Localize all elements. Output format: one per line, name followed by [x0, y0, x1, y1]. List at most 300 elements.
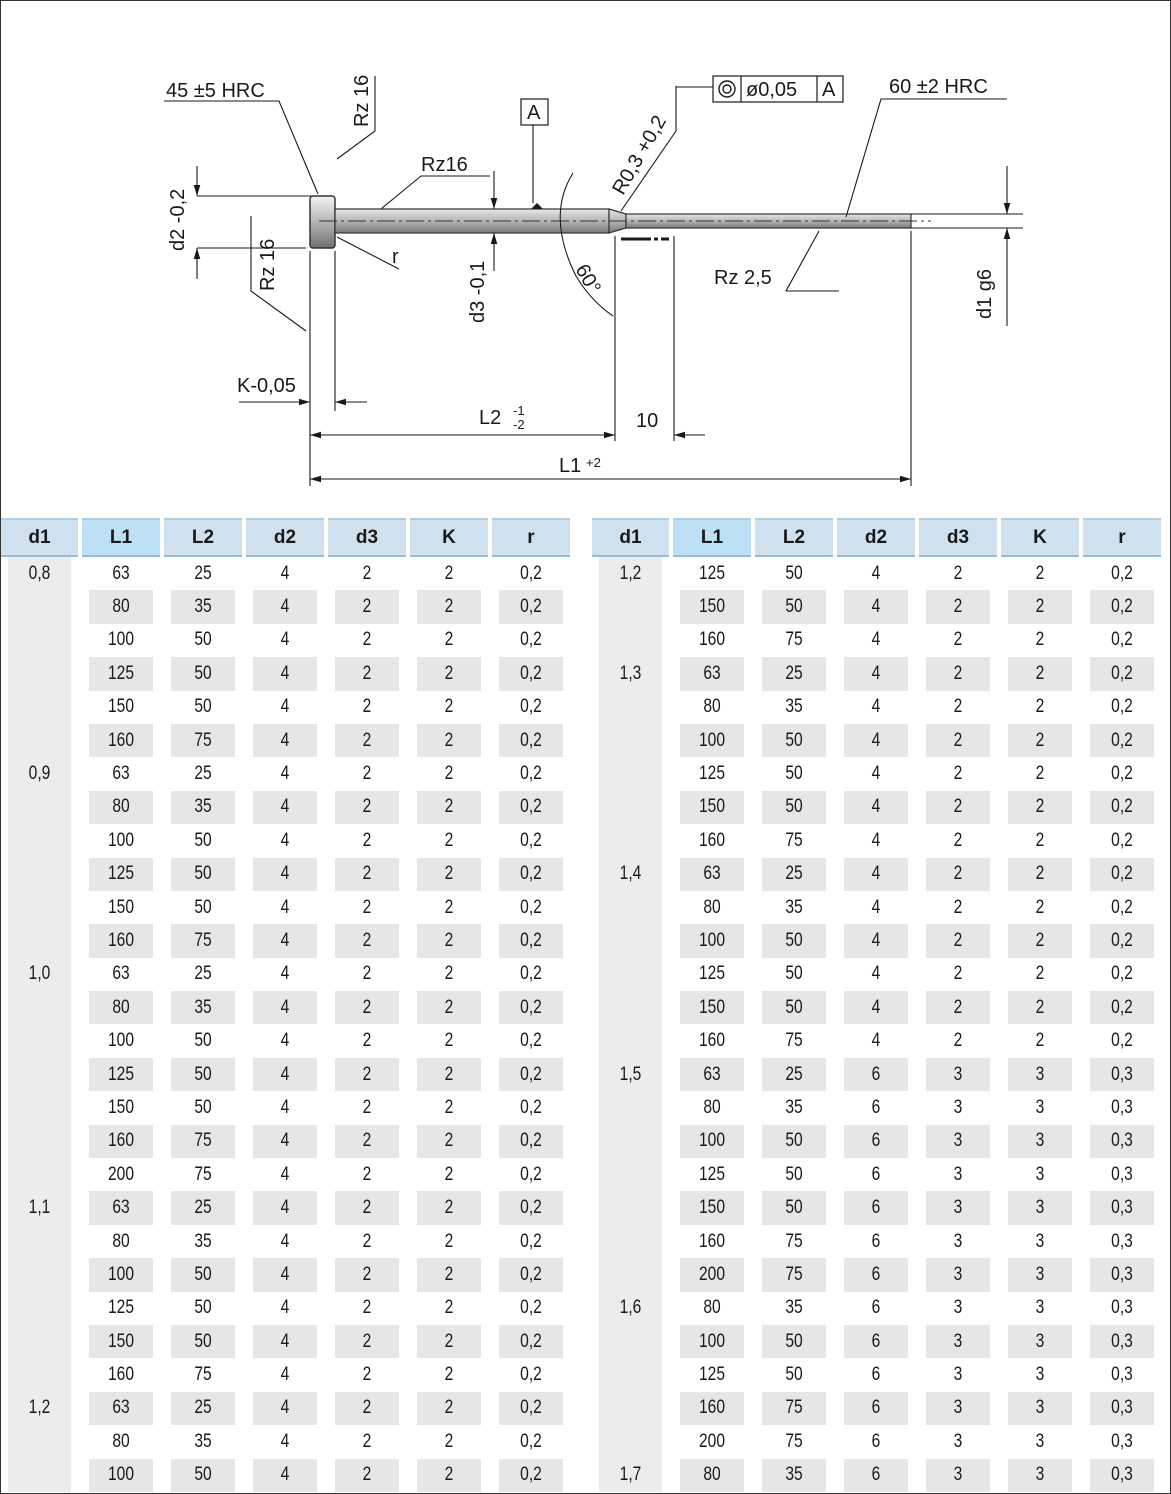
column-header-d2: d2	[246, 518, 324, 557]
cell-d2: 4	[253, 1392, 317, 1425]
cell-l2: 25	[194, 963, 212, 985]
cell-l1: 125	[698, 763, 725, 785]
cell-l2: 50	[194, 1096, 212, 1118]
cell-d1: 1,4	[599, 858, 662, 891]
cell-k: 3	[1008, 1325, 1072, 1358]
table-row	[1, 1425, 570, 1458]
cell-k: 3	[1008, 1191, 1072, 1224]
table-row	[1, 991, 570, 1024]
cell-d3: 2	[335, 1258, 399, 1291]
cell-k: 2	[444, 1096, 454, 1118]
column-header-d3: d3	[919, 518, 997, 557]
cell-d1	[8, 991, 71, 1024]
cell-l1: 100	[89, 1459, 153, 1492]
table-row	[1, 757, 570, 790]
cell-d2: 4	[280, 1096, 290, 1118]
cell-r: 0,3	[1111, 1096, 1133, 1118]
cell-d3: 2	[362, 1364, 372, 1386]
cell-k: 2	[417, 724, 481, 757]
cell-l2: 25	[194, 763, 212, 785]
cell-d3: 2	[362, 1430, 372, 1452]
cell-d1	[8, 1024, 71, 1057]
cell-r: 0,3	[1111, 1163, 1133, 1185]
cell-d1	[8, 1425, 71, 1458]
cell-r: 0,2	[520, 1096, 542, 1118]
table-row	[592, 791, 1161, 824]
cell-l1: 150	[680, 791, 744, 824]
cell-d1: 1,1	[8, 1191, 71, 1224]
column-header-r: r	[1083, 518, 1161, 557]
cell-d2: 4	[280, 562, 290, 584]
cell-k: 2	[417, 991, 481, 1024]
cell-r: 0,2	[520, 1364, 542, 1386]
table-row	[1, 1125, 570, 1158]
cell-l1: 80	[703, 1096, 721, 1118]
cell-d1	[8, 858, 71, 891]
cell-d1	[8, 924, 71, 957]
cell-l1: 80	[680, 1459, 744, 1492]
cell-d3: 2	[362, 829, 372, 851]
table-row	[1, 1058, 570, 1091]
cell-l2: 25	[171, 1392, 235, 1425]
cell-r: 0,2	[1090, 590, 1154, 623]
table-row	[1, 657, 570, 690]
cell-d1	[599, 1225, 662, 1258]
cell-l2: 50	[171, 1325, 235, 1358]
tolerance-datum: A	[822, 79, 836, 101]
cell-d1: 1,6	[599, 1292, 662, 1325]
table-row	[1, 1258, 570, 1291]
l1-tol: +2	[586, 455, 601, 470]
table-row	[1, 1225, 570, 1258]
cell-l1: 150	[680, 590, 744, 623]
cell-l2: 75	[171, 1125, 235, 1158]
cell-k: 2	[444, 829, 454, 851]
cell-k: 2	[444, 696, 454, 718]
cell-d2: 6	[844, 1125, 908, 1158]
cell-k: 2	[1035, 829, 1045, 851]
cell-k: 3	[1035, 1163, 1045, 1185]
d1-label: d1 g6	[974, 268, 996, 319]
table-row	[1, 924, 570, 957]
cell-l2: 50	[785, 963, 803, 985]
cell-d1	[8, 1091, 71, 1124]
cell-d3: 2	[926, 791, 990, 824]
table-row	[592, 1392, 1161, 1425]
cell-k: 2	[1008, 924, 1072, 957]
cell-d1	[599, 824, 662, 857]
cell-d2: 4	[844, 590, 908, 623]
table-row	[592, 824, 1161, 857]
cell-d3: 2	[953, 763, 963, 785]
cell-d1	[599, 991, 662, 1024]
cell-k: 2	[417, 590, 481, 623]
cell-r: 0,2	[1090, 724, 1154, 757]
column-header-l1: L1	[673, 518, 751, 557]
cell-d3: 3	[953, 1364, 963, 1386]
cell-r: 0,2	[1111, 562, 1133, 584]
cell-r: 0,2	[499, 1459, 563, 1492]
cell-l2: 75	[785, 829, 803, 851]
cell-l1: 63	[680, 1058, 744, 1091]
cell-l2: 75	[785, 1230, 803, 1252]
cell-d3: 2	[926, 991, 990, 1024]
table-row	[592, 891, 1161, 924]
cell-d3: 3	[926, 1325, 990, 1358]
cell-l2: 50	[762, 1125, 826, 1158]
cell-k: 2	[417, 1258, 481, 1291]
cell-d3: 2	[335, 590, 399, 623]
cell-l2: 35	[194, 1230, 212, 1252]
cell-k: 2	[417, 1191, 481, 1224]
table-row	[592, 858, 1161, 891]
table-row	[592, 557, 1161, 590]
cell-l1: 80	[112, 1430, 130, 1452]
cell-d2: 4	[280, 896, 290, 918]
cell-d1: 1,5	[599, 1058, 662, 1091]
cell-d3: 2	[362, 1230, 372, 1252]
cell-d1	[599, 691, 662, 724]
len10-label: 10	[636, 410, 659, 432]
cell-l1: 125	[89, 858, 153, 891]
cell-d3: 2	[335, 858, 399, 891]
cell-l1: 125	[698, 963, 725, 985]
cell-d2: 4	[253, 657, 317, 690]
cell-d2: 4	[280, 963, 290, 985]
cell-r: 0,2	[520, 629, 542, 651]
cell-d1	[599, 891, 662, 924]
cell-d2: 4	[871, 562, 881, 584]
cell-l2: 25	[762, 657, 826, 690]
cell-d3: 2	[335, 724, 399, 757]
cell-d2: 6	[844, 1392, 908, 1425]
cell-l2: 75	[785, 629, 803, 651]
cell-d2: 6	[844, 1058, 908, 1091]
d2-label: d2 -0,2	[167, 188, 189, 251]
cell-l1: 63	[112, 963, 130, 985]
cell-k: 2	[444, 1364, 454, 1386]
cell-l1: 125	[89, 1058, 153, 1091]
cell-r: 0,2	[499, 724, 563, 757]
cell-l2: 50	[762, 590, 826, 623]
cell-d3: 3	[953, 1096, 963, 1118]
cell-l2: 50	[762, 791, 826, 824]
cell-l1: 63	[89, 1392, 153, 1425]
table-row	[1, 1191, 570, 1224]
cell-d3: 2	[335, 1392, 399, 1425]
cell-r: 0,3	[1090, 1058, 1154, 1091]
cell-d3: 2	[362, 1030, 372, 1052]
cell-d2: 4	[280, 1230, 290, 1252]
cell-r: 0,3	[1090, 1392, 1154, 1425]
cell-l1: 63	[89, 1191, 153, 1224]
l1-label: L1	[559, 455, 582, 477]
cell-k: 2	[417, 1325, 481, 1358]
cell-r: 0,2	[499, 858, 563, 891]
cell-d1	[8, 691, 71, 724]
column-header-d1: d1	[1, 518, 78, 557]
cell-k: 3	[1008, 1459, 1072, 1492]
cell-l1: 100	[107, 829, 134, 851]
table-row	[592, 624, 1161, 657]
cell-r: 0,3	[1090, 1125, 1154, 1158]
cell-d2: 4	[253, 1191, 317, 1224]
cell-d3: 2	[926, 657, 990, 690]
cell-l2: 25	[762, 1058, 826, 1091]
cell-d1: 1,2	[599, 557, 662, 590]
table-row	[1, 557, 570, 590]
cell-d3: 2	[335, 657, 399, 690]
cell-k: 2	[444, 629, 454, 651]
cell-k: 3	[1035, 1297, 1045, 1319]
cell-r: 0,2	[1090, 657, 1154, 690]
cell-d1	[599, 1325, 662, 1358]
table-row	[592, 657, 1161, 690]
cell-r: 0,2	[520, 963, 542, 985]
cell-d3: 2	[362, 562, 372, 584]
cell-d2: 4	[253, 1058, 317, 1091]
cell-d2: 4	[844, 858, 908, 891]
cell-d3: 2	[362, 763, 372, 785]
datum-label: A	[527, 102, 541, 124]
cell-d3: 3	[926, 1392, 990, 1425]
cell-k: 2	[417, 1459, 481, 1492]
cell-d2: 4	[871, 829, 881, 851]
cell-d3: 2	[362, 696, 372, 718]
cell-l1: 160	[698, 1030, 725, 1052]
cell-r: 0,3	[1090, 1191, 1154, 1224]
cell-l1: 160	[698, 829, 725, 851]
cell-l1: 100	[107, 1030, 134, 1052]
table-row	[1, 1292, 570, 1325]
cell-d2: 6	[844, 1191, 908, 1224]
cell-d3: 2	[335, 1058, 399, 1091]
table-row	[1, 691, 570, 724]
cell-l1: 125	[698, 1163, 725, 1185]
cell-r: 0,2	[1111, 629, 1133, 651]
cell-d2: 4	[280, 1163, 290, 1185]
cell-r: 0,2	[1111, 1030, 1133, 1052]
tolerance-frame	[676, 76, 843, 102]
cell-d1	[599, 958, 662, 991]
cell-l1: 200	[107, 1163, 134, 1185]
cell-d1	[8, 1125, 71, 1158]
cell-k: 2	[444, 896, 454, 918]
cell-d1	[8, 1058, 71, 1091]
table-row	[592, 691, 1161, 724]
cell-d2: 4	[844, 924, 908, 957]
cell-d3: 3	[926, 1191, 990, 1224]
cell-l2: 35	[785, 1297, 803, 1319]
cell-l1: 63	[112, 763, 130, 785]
cell-k: 2	[417, 1125, 481, 1158]
cell-k: 3	[1035, 1364, 1045, 1386]
cell-d3: 2	[335, 1125, 399, 1158]
column-header-l2: L2	[755, 518, 833, 557]
cell-d1	[599, 1358, 662, 1391]
cell-d1	[8, 1225, 71, 1258]
cell-d2: 6	[871, 1096, 881, 1118]
cell-l2: 75	[762, 1258, 826, 1291]
cell-d2: 6	[871, 1163, 881, 1185]
cell-d1: 1,2	[8, 1392, 71, 1425]
cell-d2: 4	[280, 629, 290, 651]
table-row	[1, 958, 570, 991]
cell-l1: 125	[698, 1364, 725, 1386]
table-row	[1, 791, 570, 824]
column-header-l2: L2	[164, 518, 242, 557]
cell-k: 3	[1035, 1430, 1045, 1452]
cell-r: 0,2	[520, 1163, 542, 1185]
cell-k: 2	[444, 763, 454, 785]
cell-d3: 2	[335, 924, 399, 957]
cell-d3: 3	[953, 1430, 963, 1452]
cell-l2: 75	[194, 1364, 212, 1386]
cell-l1: 125	[107, 1297, 134, 1319]
cell-d3: 2	[926, 590, 990, 623]
cell-k: 3	[1035, 1230, 1045, 1252]
cell-d1	[599, 757, 662, 790]
cell-l1: 150	[680, 1191, 744, 1224]
cell-r: 0,2	[499, 1125, 563, 1158]
cell-k: 2	[1008, 724, 1072, 757]
table-row	[592, 1058, 1161, 1091]
column-header-d3: d3	[328, 518, 406, 557]
table-row	[592, 1358, 1161, 1391]
column-header-l1: L1	[82, 518, 160, 557]
cell-d2: 6	[844, 1258, 908, 1291]
cell-d2: 6	[871, 1297, 881, 1319]
cell-l1: 160	[698, 629, 725, 651]
cell-k: 2	[1008, 858, 1072, 891]
cell-d3: 3	[926, 1125, 990, 1158]
cell-r: 0,2	[520, 1430, 542, 1452]
cell-d2: 4	[871, 629, 881, 651]
cell-d1: 1,3	[599, 657, 662, 690]
cell-l2: 75	[785, 1430, 803, 1452]
cell-d1	[8, 1158, 71, 1191]
cell-d1	[599, 1191, 662, 1224]
l2-tol-upper: -1	[513, 403, 525, 418]
table-row	[1, 1158, 570, 1191]
cell-k: 2	[1035, 562, 1045, 584]
cell-d2: 4	[844, 657, 908, 690]
cell-d1	[599, 624, 662, 657]
dimension-table-left	[0, 518, 574, 1492]
cell-l2: 50	[171, 1258, 235, 1291]
cell-k: 2	[444, 1030, 454, 1052]
cell-d3: 2	[926, 858, 990, 891]
cell-k: 2	[417, 657, 481, 690]
cell-k: 2	[417, 1392, 481, 1425]
cell-d1	[599, 924, 662, 957]
cell-l2: 75	[762, 1392, 826, 1425]
dimension-table-right	[588, 518, 1165, 1492]
cell-k: 2	[1035, 629, 1045, 651]
cell-k: 2	[444, 1163, 454, 1185]
cell-r: 0,2	[499, 657, 563, 690]
cell-d1	[8, 891, 71, 924]
cell-r: 0,2	[520, 696, 542, 718]
cell-l1: 80	[703, 696, 721, 718]
cell-r: 0,3	[1111, 1430, 1133, 1452]
cell-l1: 63	[112, 562, 130, 584]
cell-d1: 1,7	[599, 1459, 662, 1492]
cell-r: 0,3	[1111, 1297, 1133, 1319]
cell-d3: 2	[362, 1096, 372, 1118]
cell-d1	[8, 590, 71, 623]
cell-l2: 50	[194, 1297, 212, 1319]
cell-l1: 80	[112, 1230, 130, 1252]
cell-r: 0,2	[520, 1030, 542, 1052]
cell-l2: 35	[171, 791, 235, 824]
cell-d2: 4	[871, 763, 881, 785]
cell-d3: 2	[362, 1163, 372, 1185]
cell-l2: 50	[171, 657, 235, 690]
cell-l2: 75	[785, 1030, 803, 1052]
cell-l1: 160	[89, 924, 153, 957]
cell-l2: 35	[171, 991, 235, 1024]
cell-r: 0,2	[499, 1191, 563, 1224]
cell-r: 0,2	[1111, 696, 1133, 718]
cell-d1	[8, 824, 71, 857]
table-row	[1, 724, 570, 757]
cell-r: 0,2	[1111, 829, 1133, 851]
cell-r: 0,2	[1090, 924, 1154, 957]
table-row	[1, 1459, 570, 1492]
cell-d3: 2	[953, 963, 963, 985]
cell-l1: 100	[680, 1125, 744, 1158]
cell-d2: 4	[844, 791, 908, 824]
cell-d1	[8, 1292, 71, 1325]
cell-d3: 2	[953, 829, 963, 851]
cell-l2: 50	[762, 1325, 826, 1358]
cell-k: 2	[1035, 1030, 1045, 1052]
hardness-shaft-label: 60 ±2 HRC	[889, 76, 988, 98]
cell-d2: 6	[844, 1325, 908, 1358]
cell-l2: 50	[194, 696, 212, 718]
table-row	[592, 757, 1161, 790]
tolerance-value: ø0,05	[746, 79, 798, 101]
cell-d1	[599, 1024, 662, 1057]
cell-d2: 4	[871, 963, 881, 985]
cell-l1: 150	[89, 1325, 153, 1358]
table-row	[1, 891, 570, 924]
k-label: K-0,05	[237, 375, 296, 397]
cell-r: 0,2	[499, 1058, 563, 1091]
cell-k: 2	[1008, 657, 1072, 690]
cell-r: 0,3	[1090, 1325, 1154, 1358]
cell-k: 3	[1008, 1392, 1072, 1425]
cell-d3: 2	[335, 1191, 399, 1224]
cell-r: 0,2	[520, 763, 542, 785]
cell-l1: 160	[89, 724, 153, 757]
table-row	[592, 1024, 1161, 1057]
column-header-k: K	[1001, 518, 1079, 557]
cell-k: 2	[444, 1297, 454, 1319]
cell-r: 0,2	[499, 924, 563, 957]
cell-l1: 63	[680, 657, 744, 690]
cell-l2: 50	[762, 924, 826, 957]
cell-d1: 0,8	[8, 557, 71, 590]
cell-d3: 2	[953, 696, 963, 718]
cell-k: 2	[444, 1430, 454, 1452]
table-row	[1, 858, 570, 891]
table-row	[592, 1325, 1161, 1358]
cell-d2: 4	[253, 724, 317, 757]
cell-d2: 4	[280, 763, 290, 785]
column-header-d2: d2	[837, 518, 915, 557]
